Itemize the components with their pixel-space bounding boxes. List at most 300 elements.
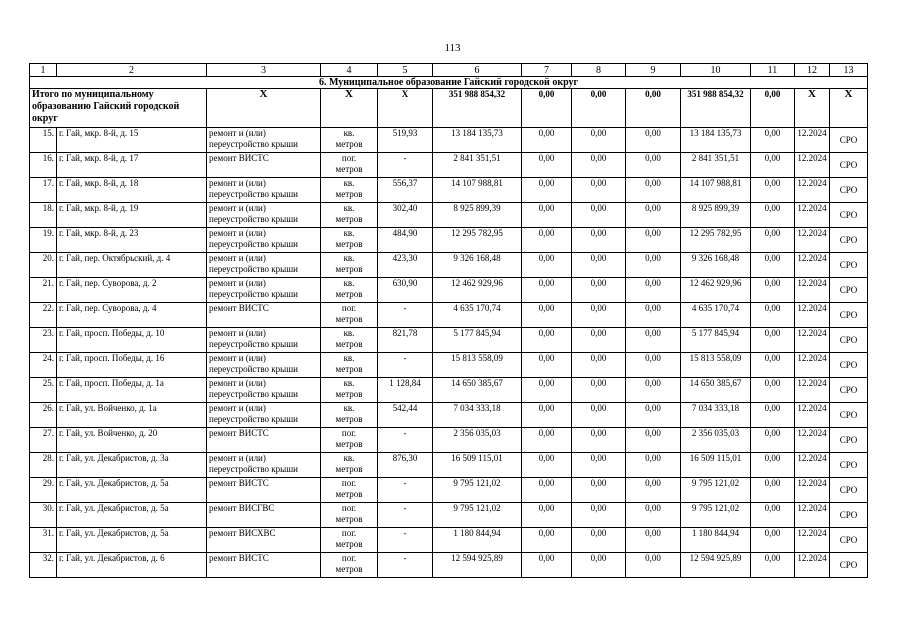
unit-line: метров: [335, 339, 363, 349]
cost-cell: 0,00: [572, 528, 626, 553]
deadline: 12.2024: [795, 353, 830, 378]
address: г. Гай, просп. Победы, д. 10: [57, 328, 207, 353]
cost-total: 16 509 115,01: [433, 453, 522, 478]
row-number: 15.: [30, 128, 57, 153]
row-number: 29.: [30, 478, 57, 503]
area-value: -: [378, 503, 433, 528]
section-header-row: [30, 77, 868, 89]
cost-cell: 0,00: [572, 328, 626, 353]
table-row: [30, 403, 868, 428]
cost-cell: 0,00: [522, 278, 572, 303]
unit-line: метров: [335, 139, 363, 149]
unit-line: метров: [335, 389, 363, 399]
column-number: 9: [626, 64, 681, 77]
address: г. Гай, ул. Декабристов, д. 6: [57, 553, 207, 578]
table-row: [30, 503, 868, 528]
operator-mark: СРО: [830, 228, 868, 253]
cost-cell: 0,00: [522, 478, 572, 503]
unit-line: пог.: [341, 478, 357, 488]
cost-cell: 0,00: [626, 278, 681, 303]
unit-line: метров: [335, 539, 363, 549]
address: г. Гай, ул. Декабристов, д. 5а: [57, 503, 207, 528]
cost-cell: 12 462 929,96: [681, 278, 751, 303]
operator-mark: СРО: [830, 303, 868, 328]
unit-line: пог.: [341, 153, 357, 163]
cost-cell: 16 509 115,01: [681, 453, 751, 478]
table-row: [30, 553, 868, 578]
operator-mark: СРО: [830, 453, 868, 478]
cost-cell: 0,00: [626, 303, 681, 328]
cost-cell: 0,00: [522, 528, 572, 553]
deadline: 12.2024: [795, 328, 830, 353]
cost-cell: 0,00: [751, 253, 795, 278]
cost-cell: 0,00: [572, 428, 626, 453]
unit: [321, 428, 378, 453]
unit-line: кв.: [343, 253, 355, 263]
cost-cell: 0,00: [751, 128, 795, 153]
area-value: 484,90: [378, 228, 433, 253]
address: г. Гай, мкр. 8-й, д. 18: [57, 178, 207, 203]
cost-cell: 0,00: [626, 378, 681, 403]
cost-cell: 0,00: [751, 553, 795, 578]
total-cell: Х: [207, 89, 321, 128]
deadline: 12.2024: [795, 203, 830, 228]
address: г. Гай, просп. Победы, д. 1а: [57, 378, 207, 403]
unit-line: метров: [335, 489, 363, 499]
unit-line: метров: [335, 239, 363, 249]
address: г. Гай, пер. Суворова, д. 4: [57, 303, 207, 328]
row-number: 24.: [30, 353, 57, 378]
work-type-line: ремонт ВИСГВС: [209, 503, 275, 513]
deadline: 12.2024: [795, 528, 830, 553]
work-type-line: ремонт ВИСТС: [209, 478, 269, 488]
work-type-line: переустройство крыши: [209, 214, 298, 224]
table-row: [30, 428, 868, 453]
unit-line: метров: [335, 264, 363, 274]
cost-cell: 0,00: [522, 328, 572, 353]
deadline: 12.2024: [795, 503, 830, 528]
cost-cell: 15 813 558,09: [681, 353, 751, 378]
unit-line: метров: [335, 464, 363, 474]
cost-cell: 0,00: [522, 128, 572, 153]
area-value: -: [378, 153, 433, 178]
cost-cell: 0,00: [626, 478, 681, 503]
work-type: [207, 453, 321, 478]
cost-cell: 0,00: [572, 153, 626, 178]
cost-cell: 0,00: [626, 528, 681, 553]
unit: [321, 378, 378, 403]
work-type-line: ремонт и (или): [209, 253, 266, 263]
unit: [321, 228, 378, 253]
unit-line: кв.: [343, 328, 355, 338]
total-row: [30, 89, 868, 128]
area-value: 423,30: [378, 253, 433, 278]
area-value: -: [378, 303, 433, 328]
cost-cell: 0,00: [572, 553, 626, 578]
column-number: 6: [433, 64, 522, 77]
cost-cell: 0,00: [572, 353, 626, 378]
work-type: [207, 328, 321, 353]
column-number: 11: [751, 64, 795, 77]
work-type: [207, 553, 321, 578]
operator-mark: СРО: [830, 203, 868, 228]
cost-cell: 0,00: [626, 353, 681, 378]
work-type: [207, 178, 321, 203]
deadline: 12.2024: [795, 478, 830, 503]
unit-line: метров: [335, 514, 363, 524]
unit: [321, 353, 378, 378]
work-type-line: ремонт и (или): [209, 228, 266, 238]
cost-total: 5 177 845,94: [433, 328, 522, 353]
cost-total: 12 295 782,95: [433, 228, 522, 253]
cost-cell: 8 925 899,39: [681, 203, 751, 228]
deadline: 12.2024: [795, 553, 830, 578]
row-number: 17.: [30, 178, 57, 203]
unit: [321, 478, 378, 503]
cost-total: 8 925 899,39: [433, 203, 522, 228]
cost-cell: 0,00: [522, 353, 572, 378]
total-cell: 0,00: [626, 89, 681, 128]
cost-cell: 0,00: [626, 203, 681, 228]
cost-cell: 0,00: [522, 303, 572, 328]
total-cell: Х: [830, 89, 868, 128]
cost-total: 2 356 035,03: [433, 428, 522, 453]
cost-cell: 0,00: [522, 428, 572, 453]
cost-total: 1 180 844,94: [433, 528, 522, 553]
cost-cell: 0,00: [751, 178, 795, 203]
cost-cell: 2 356 035,03: [681, 428, 751, 453]
cost-cell: 0,00: [751, 278, 795, 303]
unit-line: пог.: [341, 303, 357, 313]
unit-line: кв.: [343, 403, 355, 413]
table-row: [30, 478, 868, 503]
unit: [321, 328, 378, 353]
area-value: 876,30: [378, 453, 433, 478]
cost-cell: 0,00: [572, 378, 626, 403]
cost-cell: 0,00: [751, 403, 795, 428]
cost-cell: 0,00: [522, 178, 572, 203]
unit-line: кв.: [343, 453, 355, 463]
address: г. Гай, ул. Декабристов, д. 5а: [57, 478, 207, 503]
cost-cell: 2 841 351,51: [681, 153, 751, 178]
address: г. Гай, мкр. 8-й, д. 23: [57, 228, 207, 253]
column-number: 10: [681, 64, 751, 77]
work-type-line: ремонт и (или): [209, 453, 266, 463]
cost-total: 13 184 135,73: [433, 128, 522, 153]
column-number: 2: [57, 64, 207, 77]
cost-cell: 0,00: [572, 178, 626, 203]
work-type: [207, 278, 321, 303]
operator-mark: СРО: [830, 403, 868, 428]
deadline: 12.2024: [795, 278, 830, 303]
total-cell: 351 988 854,32: [681, 89, 751, 128]
cost-cell: 0,00: [751, 528, 795, 553]
cost-cell: 0,00: [522, 453, 572, 478]
cost-cell: 14 650 385,67: [681, 378, 751, 403]
table-row: [30, 178, 868, 203]
cost-cell: 0,00: [572, 253, 626, 278]
cost-cell: 0,00: [751, 478, 795, 503]
unit: [321, 528, 378, 553]
operator-mark: СРО: [830, 278, 868, 303]
cost-cell: 0,00: [751, 353, 795, 378]
work-type: [207, 378, 321, 403]
work-type: [207, 253, 321, 278]
cost-cell: 0,00: [626, 253, 681, 278]
unit-line: метров: [335, 364, 363, 374]
unit: [321, 303, 378, 328]
cost-total: 7 034 333,18: [433, 403, 522, 428]
table-row: [30, 353, 868, 378]
cost-total: 4 635 170,74: [433, 303, 522, 328]
column-number: 13: [830, 64, 868, 77]
operator-mark: СРО: [830, 478, 868, 503]
work-type-line: ремонт и (или): [209, 328, 266, 338]
unit-line: метров: [335, 564, 363, 574]
cost-cell: 0,00: [572, 228, 626, 253]
row-number: 23.: [30, 328, 57, 353]
cost-cell: 0,00: [572, 503, 626, 528]
cost-cell: 0,00: [626, 228, 681, 253]
cost-cell: 13 184 135,73: [681, 128, 751, 153]
work-type: [207, 428, 321, 453]
row-number: 22.: [30, 303, 57, 328]
total-cell: 0,00: [751, 89, 795, 128]
cost-cell: 4 635 170,74: [681, 303, 751, 328]
work-type-line: переустройство крыши: [209, 364, 298, 374]
cost-cell: 0,00: [522, 553, 572, 578]
row-number: 27.: [30, 428, 57, 453]
cost-cell: 0,00: [751, 203, 795, 228]
cost-cell: 0,00: [751, 428, 795, 453]
area-value: 1 128,84: [378, 378, 433, 403]
row-number: 28.: [30, 453, 57, 478]
work-type: [207, 403, 321, 428]
cost-cell: 0,00: [751, 378, 795, 403]
cost-total: 14 650 385,67: [433, 378, 522, 403]
table-row: [30, 328, 868, 353]
work-type-line: ремонт и (или): [209, 278, 266, 288]
unit: [321, 453, 378, 478]
column-number: 4: [321, 64, 378, 77]
address: г. Гай, мкр. 8-й, д. 15: [57, 128, 207, 153]
table-row: [30, 253, 868, 278]
cost-cell: 9 326 168,48: [681, 253, 751, 278]
deadline: 12.2024: [795, 228, 830, 253]
row-number: 19.: [30, 228, 57, 253]
address: г. Гай, ул. Войченко, д. 20: [57, 428, 207, 453]
total-cell: Х: [378, 89, 433, 128]
unit-line: метров: [335, 289, 363, 299]
table-row: [30, 128, 868, 153]
cost-cell: 0,00: [572, 453, 626, 478]
work-type: [207, 153, 321, 178]
unit-line: кв.: [343, 178, 355, 188]
area-value: -: [378, 478, 433, 503]
cost-cell: 0,00: [572, 203, 626, 228]
work-type-line: переустройство крыши: [209, 189, 298, 199]
unit: [321, 153, 378, 178]
table-row: [30, 228, 868, 253]
cost-cell: 0,00: [572, 278, 626, 303]
table-row: [30, 453, 868, 478]
work-type-line: ремонт ВИСТС: [209, 303, 269, 313]
cost-cell: 0,00: [626, 128, 681, 153]
cost-total: 2 841 351,51: [433, 153, 522, 178]
row-number: 20.: [30, 253, 57, 278]
table-row: [30, 203, 868, 228]
unit: [321, 253, 378, 278]
cost-cell: 0,00: [751, 503, 795, 528]
cost-cell: 5 177 845,94: [681, 328, 751, 353]
address: г. Гай, ул. Декабристов, д. 3а: [57, 453, 207, 478]
unit-line: пог.: [341, 428, 357, 438]
unit: [321, 178, 378, 203]
work-type-line: ремонт и (или): [209, 128, 266, 138]
area-value: 630,90: [378, 278, 433, 303]
cost-cell: 0,00: [751, 153, 795, 178]
unit-line: пог.: [341, 528, 357, 538]
cost-cell: 0,00: [751, 303, 795, 328]
cost-cell: 0,00: [522, 253, 572, 278]
cost-total: 15 813 558,09: [433, 353, 522, 378]
unit-line: кв.: [343, 353, 355, 363]
cost-total: 12 594 925,89: [433, 553, 522, 578]
column-number: 12: [795, 64, 830, 77]
work-type-line: переустройство крыши: [209, 139, 298, 149]
area-value: -: [378, 553, 433, 578]
cost-cell: 0,00: [522, 378, 572, 403]
unit: [321, 403, 378, 428]
area-value: 556,37: [378, 178, 433, 203]
table-row: [30, 153, 868, 178]
work-type-line: ремонт ВИСТС: [209, 553, 269, 563]
cost-cell: 0,00: [626, 453, 681, 478]
address: г. Гай, ул. Войченко, д. 1а: [57, 403, 207, 428]
total-cell: Х: [795, 89, 830, 128]
work-type-line: ремонт ВИСХВС: [209, 528, 276, 538]
deadline: 12.2024: [795, 378, 830, 403]
operator-mark: СРО: [830, 378, 868, 403]
cost-cell: 0,00: [751, 453, 795, 478]
deadline: 12.2024: [795, 428, 830, 453]
address: г. Гай, ул. Декабристов, д. 5а: [57, 528, 207, 553]
column-number: 5: [378, 64, 433, 77]
work-type: [207, 203, 321, 228]
work-type: [207, 503, 321, 528]
work-type: [207, 228, 321, 253]
work-type-line: переустройство крыши: [209, 239, 298, 249]
deadline: 12.2024: [795, 453, 830, 478]
cost-cell: 0,00: [626, 403, 681, 428]
work-type-line: переустройство крыши: [209, 464, 298, 474]
cost-cell: 0,00: [626, 153, 681, 178]
work-type-line: ремонт ВИСТС: [209, 153, 269, 163]
area-value: -: [378, 428, 433, 453]
unit-line: кв.: [343, 378, 355, 388]
register-table: [29, 63, 868, 578]
cost-cell: 0,00: [522, 228, 572, 253]
cost-cell: 0,00: [751, 328, 795, 353]
unit: [321, 278, 378, 303]
unit-line: метров: [335, 414, 363, 424]
cost-cell: 12 594 925,89: [681, 553, 751, 578]
work-type-line: переустройство крыши: [209, 414, 298, 424]
deadline: 12.2024: [795, 153, 830, 178]
cost-cell: 0,00: [626, 428, 681, 453]
work-type: [207, 128, 321, 153]
unit-line: кв.: [343, 128, 355, 138]
cost-total: 9 795 121,02: [433, 503, 522, 528]
work-type-line: ремонт и (или): [209, 403, 266, 413]
cost-cell: 9 795 121,02: [681, 478, 751, 503]
operator-mark: СРО: [830, 503, 868, 528]
cost-total: 12 462 929,96: [433, 278, 522, 303]
area-value: 519,93: [378, 128, 433, 153]
total-cell: 0,00: [522, 89, 572, 128]
unit-line: метров: [335, 314, 363, 324]
row-number: 25.: [30, 378, 57, 403]
table-row: [30, 278, 868, 303]
total-cell: 0,00: [572, 89, 626, 128]
cost-cell: 0,00: [626, 553, 681, 578]
work-type-line: переустройство крыши: [209, 389, 298, 399]
cost-cell: 0,00: [522, 153, 572, 178]
area-value: 542,44: [378, 403, 433, 428]
unit-line: метров: [335, 214, 363, 224]
total-cell: 351 988 854,32: [433, 89, 522, 128]
unit-line: кв.: [343, 228, 355, 238]
work-type-line: переустройство крыши: [209, 289, 298, 299]
cost-cell: 0,00: [572, 303, 626, 328]
unit: [321, 503, 378, 528]
operator-mark: СРО: [830, 328, 868, 353]
operator-mark: СРО: [830, 178, 868, 203]
area-value: -: [378, 353, 433, 378]
work-type-line: ремонт и (или): [209, 178, 266, 188]
unit-line: пог.: [341, 503, 357, 513]
work-type-line: ремонт ВИСТС: [209, 428, 269, 438]
cost-cell: 0,00: [751, 228, 795, 253]
area-value: -: [378, 528, 433, 553]
operator-mark: СРО: [830, 553, 868, 578]
address: г. Гай, мкр. 8-й, д. 17: [57, 153, 207, 178]
row-number: 30.: [30, 503, 57, 528]
cost-cell: 14 107 988,81: [681, 178, 751, 203]
cost-cell: 0,00: [572, 403, 626, 428]
work-type-line: ремонт и (или): [209, 203, 266, 213]
cost-cell: 0,00: [626, 178, 681, 203]
unit-line: метров: [335, 439, 363, 449]
address: г. Гай, мкр. 8-й, д. 19: [57, 203, 207, 228]
cost-cell: 0,00: [626, 328, 681, 353]
unit-line: кв.: [343, 203, 355, 213]
work-type-line: ремонт и (или): [209, 353, 266, 363]
work-type: [207, 478, 321, 503]
deadline: 12.2024: [795, 403, 830, 428]
operator-mark: СРО: [830, 528, 868, 553]
work-type: [207, 528, 321, 553]
unit-line: метров: [335, 164, 363, 174]
unit-line: кв.: [343, 278, 355, 288]
operator-mark: СРО: [830, 128, 868, 153]
row-number: 31.: [30, 528, 57, 553]
section-title: 6. Муниципальное образование Гайский городской округ: [30, 77, 868, 89]
operator-mark: СРО: [830, 353, 868, 378]
column-number: 8: [572, 64, 626, 77]
row-number: 16.: [30, 153, 57, 178]
work-type: [207, 353, 321, 378]
